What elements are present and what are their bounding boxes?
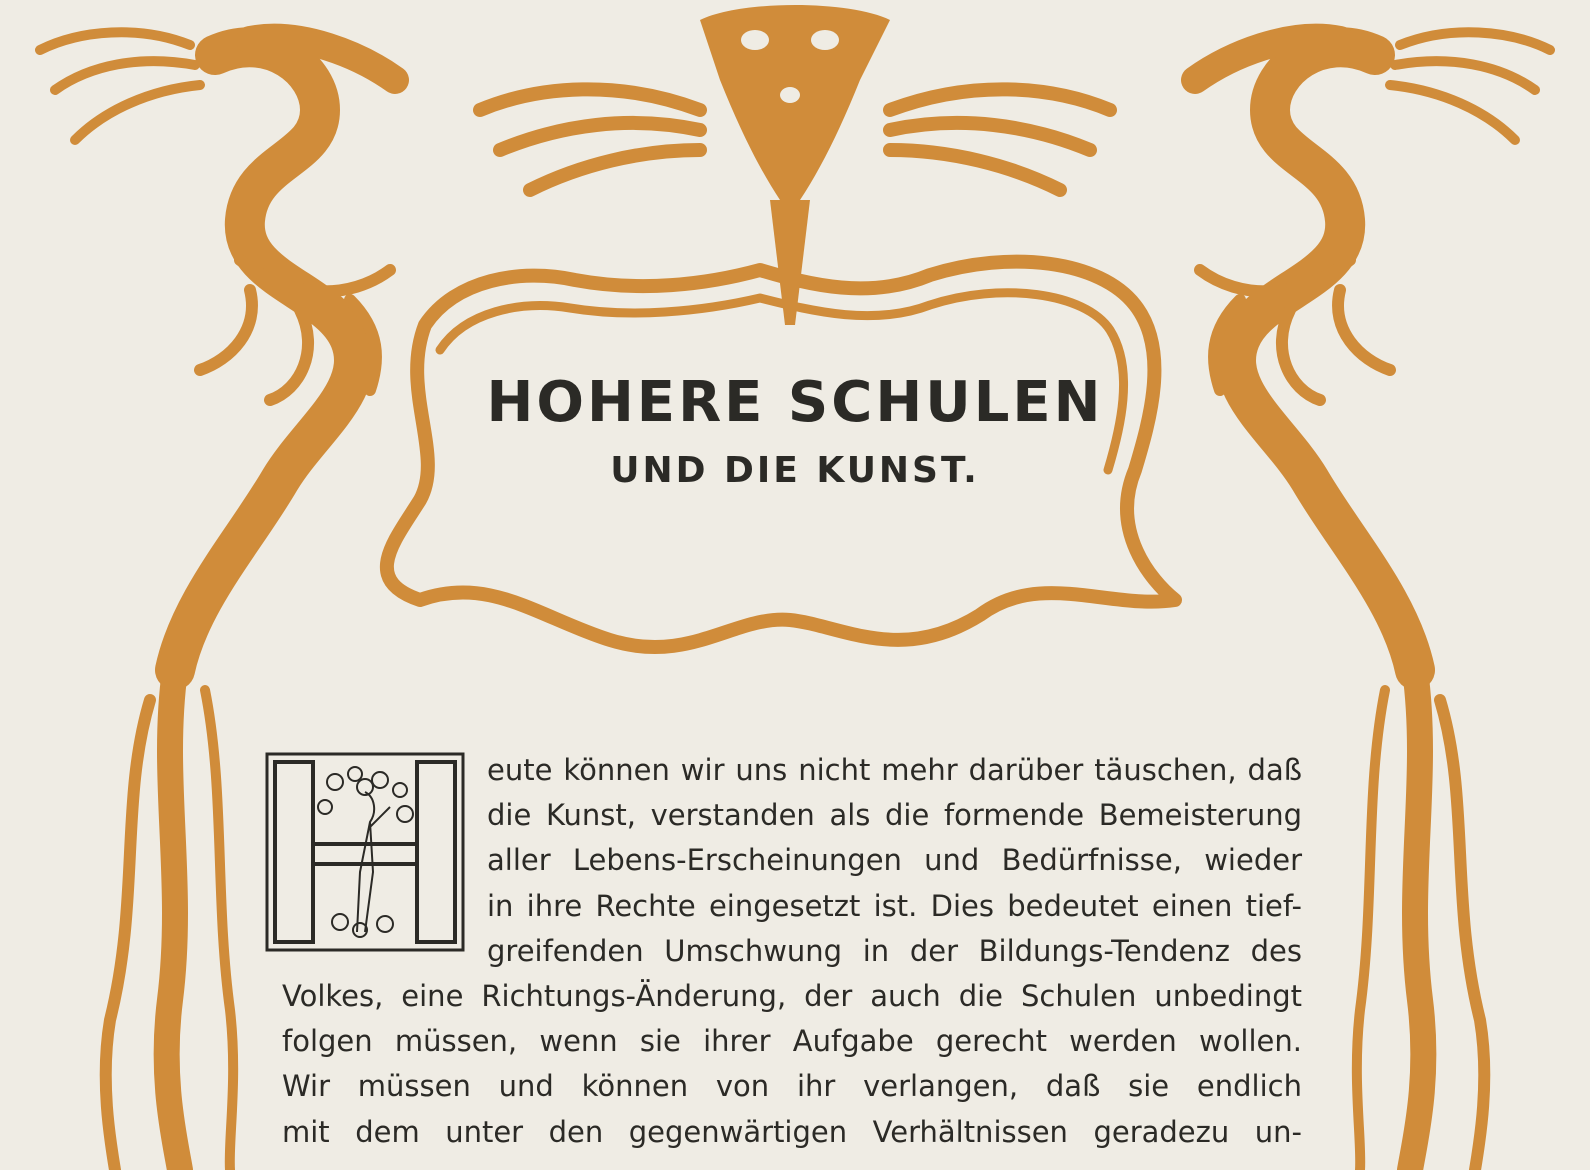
right-stem-outer [1440,700,1484,1170]
crest-eye-center [780,87,800,103]
crest-eye-right [811,30,839,50]
body-line: Wir müssen und können von ihr verlangen, daß sie endlich [282,1069,1302,1104]
page-subtitle: UND DIE KUNST. [610,450,980,491]
left-bird-neck [175,47,354,670]
left-stem [167,670,180,1170]
body-line: greifenden Umschwung in der Bildungs-Tendenz des [487,933,1302,968]
body-line: folgen müssen, wenn sie ihrer Aufgabe gerecht werden wollen. [282,1024,1302,1059]
left-stem-inner [205,690,233,1170]
body-line: aller Lebens-Erscheinungen und Bedürfnisse, wieder [487,843,1302,878]
right-bird-neck [1236,47,1415,670]
right-stem [1410,670,1423,1170]
crest-eye-left [741,30,769,50]
body-line: in ihre Rechte eingesetzt ist. Dies bedeutet einen tief- [487,888,1302,923]
body-line: eute können wir uns nicht mehr darüber täuschen, daß [487,753,1302,787]
left-stem-outer [106,700,150,1170]
body-line: Volkes, eine Richtungs-Änderung, der auch die Schulen unbedingt [282,979,1302,1014]
right-wing-feathers [1390,32,1550,140]
right-stem-inner [1357,690,1385,1170]
body-line: die Kunst, verstanden als die formende Bemeisterung [487,798,1302,833]
body-line: mit dem unter den gegenwärtigen Verhältnissen geradezu un- [282,1114,1302,1149]
body-text [282,748,1302,1155]
left-wing-feathers [40,32,200,140]
page-title: HOHERE SCHULEN [486,370,1104,435]
